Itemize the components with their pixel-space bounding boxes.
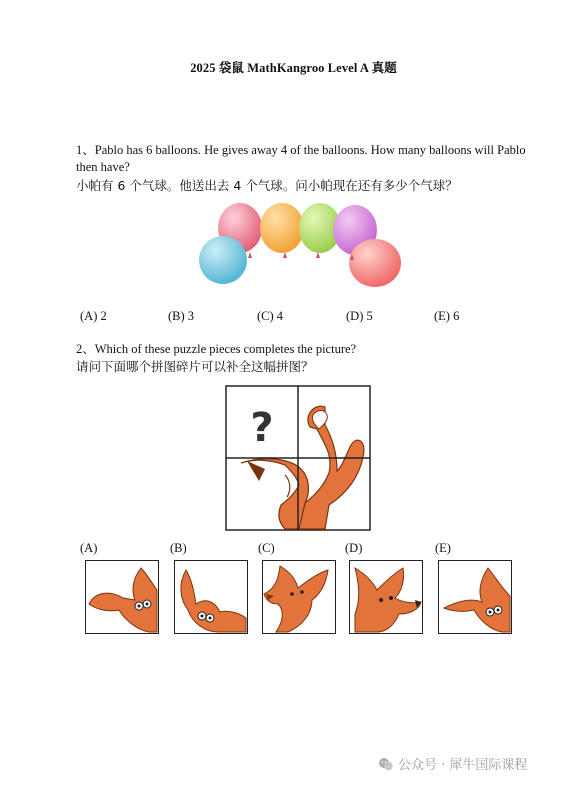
q1-option-c[interactable]: (C) 4 (257, 309, 284, 323)
watermark-text: 公众号 · 犀牛国际课程 (398, 758, 528, 773)
q1-option-e[interactable]: (E) 6 (434, 309, 460, 323)
q1-option-a[interactable]: (A) 2 (80, 309, 107, 323)
balloon-red (349, 239, 401, 287)
question-1-text-cn: 小帕有 6 个气球。他送出去 4 个气球。问小帕现在还有多少个气球？ (76, 178, 458, 193)
puzzle-piece-a[interactable] (85, 560, 159, 634)
question-2-text-cn: 请问下面哪个拼图碎片可以补全这幅拼图？ (76, 359, 314, 374)
wechat-icon (378, 756, 394, 772)
puzzle-piece-b[interactable] (174, 560, 248, 634)
q2-option-a[interactable]: (A) (80, 541, 98, 555)
puzzle-piece-c[interactable] (262, 560, 336, 634)
q1-option-d[interactable]: (D) 5 (346, 309, 373, 323)
puzzle-piece-d[interactable] (349, 560, 423, 634)
puzzle-picture (225, 385, 371, 531)
page-title: 2025 袋鼠 MathKangroo Level A 真题 (190, 61, 397, 75)
q2-option-c[interactable]: (C) (258, 541, 275, 555)
balloon-orange (260, 203, 304, 253)
q2-option-b[interactable]: (B) (170, 541, 187, 555)
q2-option-d[interactable]: (D) (345, 541, 363, 555)
puzzle-piece-e[interactable] (438, 560, 512, 634)
question-mark: ? (250, 405, 274, 451)
balloons-image (192, 198, 407, 290)
q1-option-b[interactable]: (B) 3 (168, 309, 195, 323)
question-1-text: 1、Pablo has 6 balloons. He gives away 4 of the balloons. How many balloons will Pablo then have? (76, 143, 526, 174)
question-2-text: 2、Which of these puzzle pieces completes the picture? (76, 342, 357, 356)
watermark (378, 754, 527, 773)
balloon-blue (199, 236, 247, 284)
q2-option-e[interactable]: (E) (435, 541, 451, 555)
